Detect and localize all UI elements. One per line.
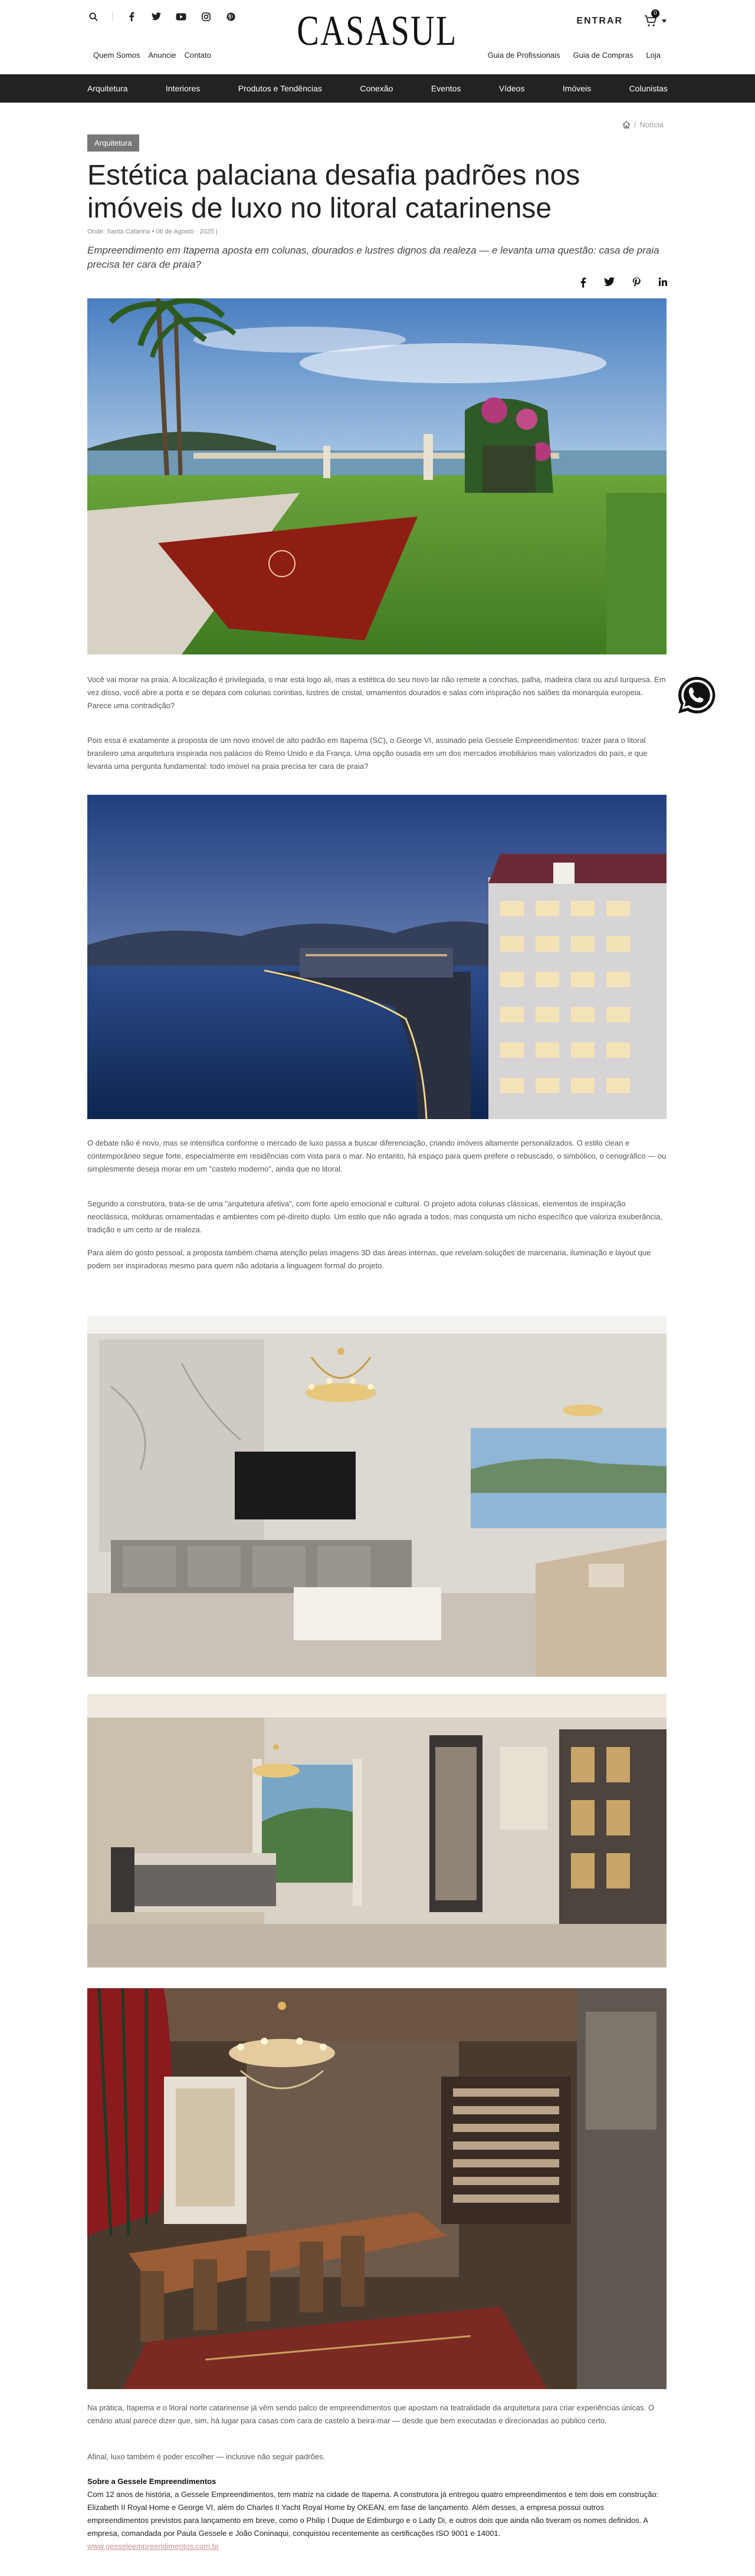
nav-item-imoveis[interactable]: Imóveis — [562, 84, 592, 93]
link-loja[interactable]: Loja — [646, 51, 661, 60]
nav-item-videos[interactable]: Vídeos — [498, 84, 525, 93]
article-meta: Onde: Santa Catarina • 06 de Agosto · 2025 | — [87, 228, 218, 235]
article-paragraph: Segundo a construtora, trata-se de uma "arquitetura afetiva", com forte apelo emocional e cultural. O projeto adota colunas clássicas, elementos de inspiração neoclássica, molduras ornamentadas e ambientes com pé-direito duplo. Um estilo que não agrada a todos, mas conquista um nicho específico que valoriza exuberância, tradição e um certo ar de realeza. — [87, 1199, 662, 1234]
article-paragraph: Pois essa é exatamente a proposta de um novo imóvel de alto padrão em Itapema (SC), o George VI, assinado pela Gessele Empreendimentos: trazer para o litoral brasileiro uma arquitetura inspirada nos palácios do Reino Unido e da França. Uma opção ousada em um dos mercados imobiliários mais valorizados do país, e que levanta uma pergunta fundamental: todo imóvel na praia precisa ter cara de praia? — [87, 736, 648, 771]
article-image-living-room — [87, 1316, 667, 1677]
breadcrumb — [622, 120, 664, 129]
link-guia-profissionais[interactable]: Guia de Profissionais — [487, 51, 560, 60]
breadcrumb-separator: / — [633, 120, 636, 129]
share-bar — [580, 277, 668, 291]
article-image-garden — [87, 298, 667, 654]
article-paragraph: Afinal, luxo também é poder escolher — inclusive não seguir padrões. — [87, 2452, 326, 2461]
article-paragraph: O debate não é novo, mas se intensifica conforme o mercado de luxo passa a buscar diferenciação, criando imóveis altamente personalizados. O estilo clean e contemporâneo segue forte, especialmente em residências com vista para o mar. No entanto, há espaço para quem prefere o rebuscado, o simbólico, o cenográfico — ou simplesmente deseja morar em um "castelo moderno", ainda que no litoral. — [87, 1139, 667, 1173]
nav-item-eventos[interactable]: Eventos — [431, 84, 461, 93]
home-icon[interactable] — [622, 121, 631, 129]
link-quem-somos[interactable]: Quem Somos — [93, 51, 140, 60]
breadcrumb-current: Notícia — [639, 120, 664, 129]
pinterest-share-icon[interactable] — [632, 277, 641, 291]
linkedin-share-icon[interactable] — [658, 277, 668, 291]
whatsapp-button[interactable] — [676, 675, 717, 716]
about-link[interactable]: www.gesseleempreendimentos.com.br — [87, 2542, 219, 2551]
site-logo[interactable]: CASASUL — [297, 7, 458, 54]
article-paragraph: Você vai morar na praia. A localização é privilegiada, o mar está logo ali, mas a estética do seu novo lar não remete a conchas, palha, madeira clara ou azul turquesa. Em vez disso, você abre a porta e se depara com colunas coríntias, lustres de cristal, ornamentos dourados e salas com inspiração nos salões da monarquia europeia. Parece uma contradição? — [87, 675, 666, 710]
whatsapp-icon — [676, 675, 717, 716]
link-guia-compras[interactable]: Guia de Compras — [573, 51, 633, 60]
cart-count-badge: 0 — [651, 9, 659, 18]
article-image-dining-room — [87, 1988, 667, 2389]
nav-item-colunistas[interactable]: Colunistas — [629, 84, 668, 93]
nav-item-interiores[interactable]: Interiores — [165, 84, 201, 93]
about-text: Com 12 anos de história, a Gessele Empreendimentos, tem matriz na cidade de Itapema. A construtora já entregou quatro empreendimentos e tem dois em construção: Elizabeth II Royal Home e George VI, além do Charles II Yacht Royal Home by OKEAN, em fase de lançamento. Além desses, a empresa possui outros empreendimentos previstos para lançamento em breve, como o Philip I Duque de Edimburgo e o Lady Di, e outros dois que ainda não tiveram os nomes definidos. A empresa, comandada por Paula Gessele e João Coninaqui, conquistou recentemente as certificações ISO 9001 e 14001. — [87, 2490, 659, 2538]
nav-item-arquitetura[interactable]: Arquitetura — [87, 84, 128, 93]
article-paragraph: Para além do gosto pessoal, a proposta também chama atenção pelas imagens 3D das áreas internas, que revelam soluções de marcenaria, iluminação e layout que podem ser inspiradoras mesmo para quem não adotaria a linguagem formal do projeto. — [87, 1248, 651, 1270]
about-section — [87, 2475, 667, 2553]
article-paragraph: Na prática, Itapema e o litoral norte catarinense já vêm sendo palco de empreendimentos que apostam na teatralidade da arquitetura para criar experiências únicas. O cenário atual parece dizer que, sim, há lugar para casas com cara de castelo à beira-mar — desde que bem executadas e direcionadas ao público certo. — [87, 2403, 655, 2425]
nav-item-produtos[interactable]: Produtos e Tendências — [238, 84, 322, 93]
link-contato[interactable]: Contato — [184, 51, 212, 60]
about-title: Sobre a Gessele Empreendimentos — [87, 2477, 216, 2486]
article-lead: Empreendimento em Itapema aposta em colunas, dourados e lustres dignos da realeza — e levanta uma questão: casa de praia precisa ter cara de praia? — [87, 245, 659, 270]
article-image-bedroom — [87, 1694, 667, 1968]
facebook-share-icon[interactable] — [580, 277, 586, 291]
link-anuncie[interactable]: Anuncie — [148, 51, 176, 60]
login-link[interactable]: ENTRAR — [576, 16, 623, 26]
article-image-coastline — [87, 795, 667, 1119]
twitter-share-icon[interactable] — [604, 277, 615, 291]
nav-item-conexao[interactable]: Conexão — [360, 84, 393, 93]
category-badge[interactable]: Arquitetura — [87, 134, 139, 152]
article-title: Estética palaciana desafia padrões nos imóveis de luxo no litoral catarinense — [87, 160, 580, 224]
